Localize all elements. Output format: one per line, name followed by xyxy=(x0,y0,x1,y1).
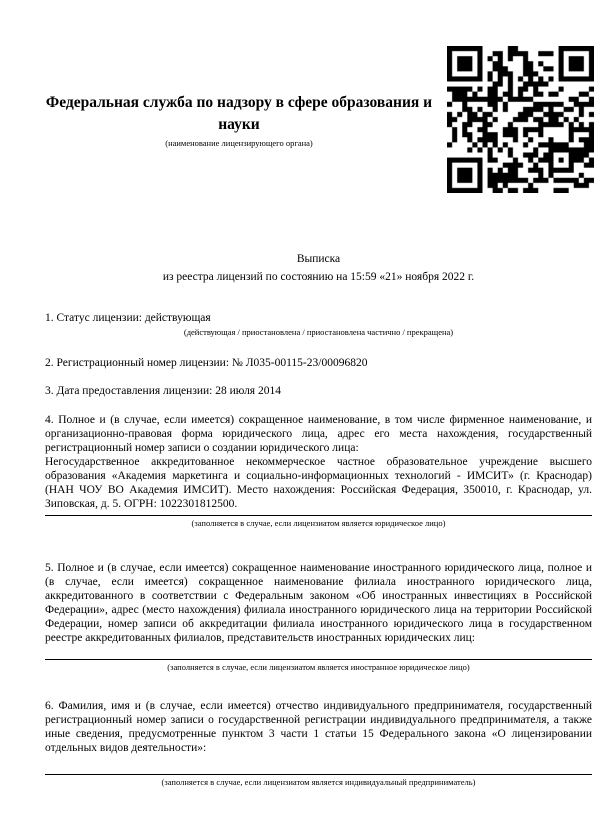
legal-entity-value: Негосударственное аккредитованное некоммерческое частное образовательное учреждение высшего образования «Академия маркетинга и социально-информационных технологий - ИМСИТ» (г. Краснодар) (НАН ЧОУ ВО Академия ИМСИТ). Место нахождения: Российская Федерация, 350010, г. Краснодар, ул. Зиповская, д. 5. ОГРН: 1022301812500. xyxy=(45,456,592,510)
foreign-entity-label: 5. Полное и (в случае, если имеется) сокращенное наименование иностранного юридического лица, полное и (в случае, если имеется) сокращенное наименование филиала иностранного юридического лица, аккредитованного в соответствии с Федеральным законом «Об иностранных инвестициях в Российской Федерации», адрес (место нахождения) филиала иностранного юридического лица на территории Российской Федерации, номер записи об аккредитации филиала иностранного юридического лица в государственном реестре аккредитованных филиалов, представительств иностранных юридических лиц: xyxy=(45,562,592,644)
fill-in-line xyxy=(45,515,592,516)
legal-entity-section xyxy=(45,413,592,529)
fill-in-line xyxy=(45,659,592,660)
license-status-footnote: (действующая / приостановлена / приостановлена частично / прекращена) xyxy=(183,327,454,337)
qr-code xyxy=(447,46,594,193)
legal-entity-footnote: (заполняется в случае, если лицензиатом является юридическое лицо) xyxy=(191,518,446,528)
foreign-entity-section xyxy=(45,561,592,673)
document-title-line2: из реестра лицензий по состоянию на 15:59 «21» ноября 2022 г. xyxy=(162,271,475,283)
licensing-authority-caption: (наименование лицензирующего органа) xyxy=(165,138,313,148)
legal-entity-label: 4. Полное и (в случае, если имеется) сокращенное наименование, в том числе фирменное наименование, и организационно-правовая форма юридического лица, адрес его места нахождения, государственный регистрационный номер записи о создании юридического лица: xyxy=(45,414,592,454)
license-date-section xyxy=(45,384,592,398)
individual-entrepreneur-footnote: (заполняется в случае, если лицензиатом является индивидуальный предприниматель) xyxy=(161,777,476,787)
fill-in-line xyxy=(45,774,592,775)
registration-number-text: 2. Регистрационный номер лицензии: № Л035-00115-23/00096820 xyxy=(45,357,368,369)
individual-entrepreneur-section xyxy=(45,699,592,788)
licensing-authority-header xyxy=(40,92,438,149)
registration-number-section xyxy=(45,356,592,370)
foreign-entity-footnote: (заполняется в случае, если лицензиатом является иностранное юридическое лицо) xyxy=(167,662,470,672)
individual-entrepreneur-label: 6. Фамилия, имя и (в случае, если имеется) отчество индивидуального предпринимателя, государственный регистрационный номер записи о государственной регистрации индивидуального предпринимателя, а также иные сведения, предусмотренные пунктом 3 части 1 статьи 15 Федерального закона «О лицензировании отдельных видов деятельности»: xyxy=(45,700,592,754)
license-date-text: 3. Дата предоставления лицензии: 28 июля 2014 xyxy=(45,385,281,397)
license-status-section xyxy=(45,311,592,338)
license-status-text: 1. Статус лицензии: действующая xyxy=(45,312,211,324)
licensing-authority-name: Федеральная служба по надзору в сфере образования и науки xyxy=(45,94,433,133)
document-title-line1: Выписка xyxy=(296,253,341,265)
document-title xyxy=(45,250,592,286)
